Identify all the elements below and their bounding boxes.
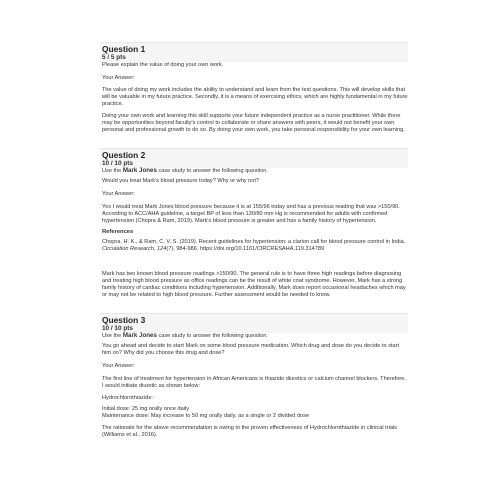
prompt-text: Use the — [102, 167, 123, 174]
question-points: 10 / 10 pts — [102, 159, 133, 167]
question-points: 10 / 10 pts — [102, 324, 133, 332]
dose-maintenance: Maintenance dose: May increase to 50 mg orally daily, as a single or 2 divided dose — [102, 413, 309, 420]
answer-feedback-paragraph: Mark has two known blood pressure readings >150/90. The general rule is to have three high readings before diagnosing and treating high blood pressure as office readings can be the result of white coat syndrome. However, Mark has a strong family history of cardiac conditions including hypertension. Additionally, Mark does report occasional headaches which may or may not be related to high blood pressure. Further assessment would be needed to know. — [102, 271, 406, 298]
drug-label: Hydrochlorothiazide: — [102, 394, 153, 401]
dose-initial: Initial dose: 25 mg orally once daily — [102, 406, 190, 413]
question-title: Question 1 — [102, 44, 146, 54]
question-prompt — [102, 333, 408, 340]
your-answer-label: Your Answer: — [102, 74, 135, 81]
prompt-text: case study to answer the following question. — [156, 332, 268, 339]
question-points: 5 / 5 pts — [102, 54, 126, 61]
reference-journal: Circulation Research, 124 — [102, 246, 167, 253]
reference-entry — [102, 239, 408, 253]
case-study-name: Mark Jones — [122, 166, 157, 174]
question-title: Question 3 — [102, 314, 146, 325]
answer-paragraph: The first line of treatment for hypertension in African Americans is thiazide diuretics or calcium channel blockers. Therefore, I would initiate diuretic as shown below: — [102, 375, 406, 389]
prompt-text: case study to answer the following question. — [156, 167, 268, 174]
answer-paragraph: The value of doing my work includes the ability to understand and learn from the test questions. This will develop skills that will be valuable in my future practice. Secondly, it is a means of exercising ethics, which are highly fundamental in my future practice. — [102, 87, 408, 107]
question-text: You go ahead and decide to start Mark on some blood pressure medication. Which drug and dose do you decide to start him on? Why did you choose this drug and dose? — [102, 343, 400, 357]
your-answer-label: Your Answer: — [102, 363, 135, 370]
reference-text: Chopra, H. K., & Ram, C. V. S. (2019). Recent guidelines for hypertension: a clarion call for blood pressure control in India. — [102, 239, 406, 246]
answer-paragraph: Yes I would treat Mark Jones blood pressure because it is at 155/96 today and has a previous reading that was >150/90. According to ACC/AHA guideline, a target BP of less than 130/80 mm Hg is recommended for adults with confirmed hypertension (Chopra & Ram, 2019). Mark's blood pressure is greater and has a family history of hypertension. — [102, 203, 400, 224]
question-text: Would you treat Mark's blood pressure today? Why or why not? — [102, 178, 260, 185]
question-prompt: Please explain the value of doing your own work. — [102, 62, 224, 68]
case-study-name: Mark Jones — [122, 331, 157, 339]
reference-text: (7), 984-986. https://doi.org/10.1161/CIRCRESAHA.119.314789 — [166, 246, 325, 253]
quiz-results-page — [102, 42, 408, 439]
question-3-header — [100, 313, 408, 333]
answer-feedback-paragraph: Doing your own work and learning this skill supports your future independent practice as a nurse practitioner. While there may be opportunities beyond faculty's control to collaborate or share answers with peers, it would not benefit your own personal and professional growth to do so. By doing your own work, you take personal responsibility for your own learning. — [102, 112, 405, 133]
references-heading: References — [102, 229, 134, 236]
your-answer-label: Your Answer: — [102, 191, 135, 198]
question-title: Question 2 — [102, 149, 146, 160]
question-1-header — [100, 42, 408, 62]
question-prompt — [102, 168, 408, 175]
question-2-header — [100, 148, 408, 168]
answer-rationale: The rationale for the above recommendation is owing to the proven effectiveness of Hydrochlorothiazide in clinical trials (Williams et al., 2016). — [102, 425, 397, 438]
prompt-text: Use the — [102, 332, 123, 339]
